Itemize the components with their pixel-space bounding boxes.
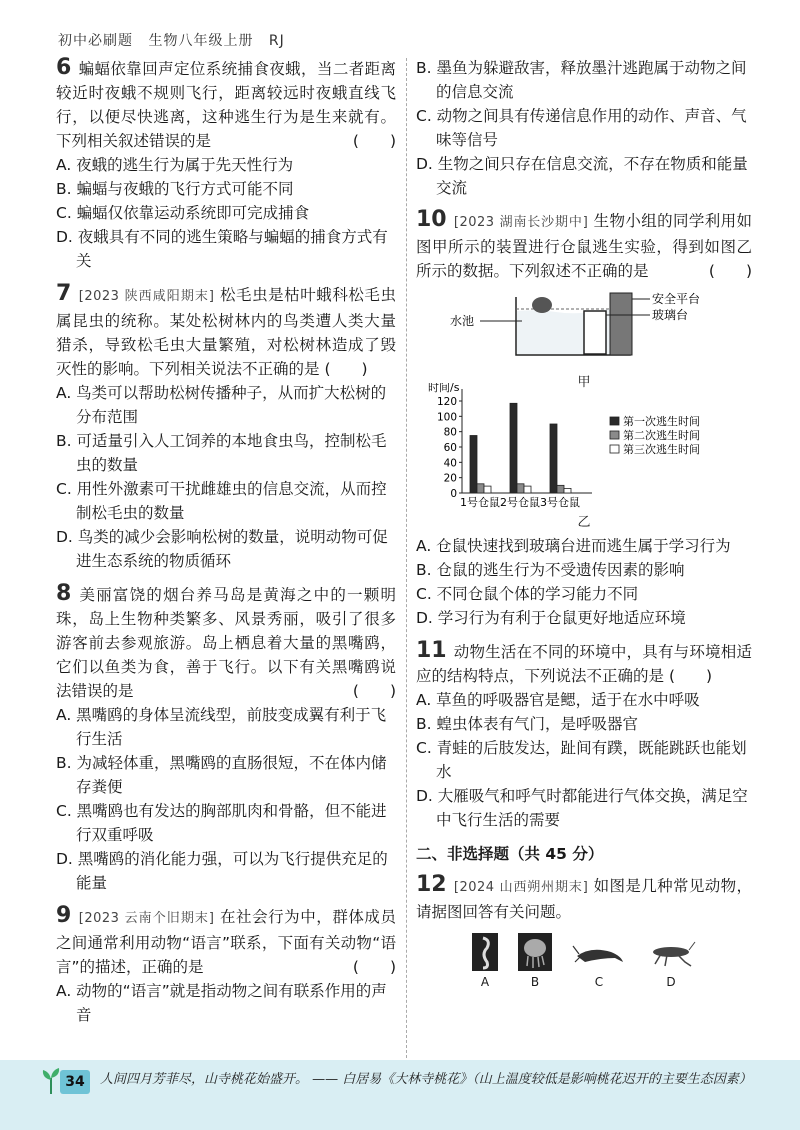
question-stem: 美丽富饶的烟台养马岛是黄海之中的一颗明珠，岛上生物种类繁多、风景秀丽，吸引了很多游客前去参观旅游。岛上栖息着大量的黑嘴鸥，它们以鱼类为食，善于飞行。以下有关黑嘴鸥说法错误的是 xyxy=(56,586,396,700)
option-c: C. 蝙蝠仅依靠运动系统即可完成捕食 xyxy=(56,204,310,222)
seahorse-icon xyxy=(471,932,499,972)
shrimp-icon xyxy=(571,932,627,972)
answer-paren: ( ) xyxy=(352,682,396,700)
option-a: A. 黑嘴鸥的身体呈流线型，前肢变成翼有利于飞行生活 xyxy=(56,706,387,748)
question-stem: 如图是几种常见动物，请据图回答有关问题。 xyxy=(416,877,752,921)
answer-paren: ( ) xyxy=(708,262,752,280)
footer-poem: 人间四月芳菲尽，山寺桃花始盛开。 —— 白居易《大林寺桃花》（山上温度较低是影响桃花迟开的主要生态因素） xyxy=(100,1072,752,1087)
bar xyxy=(564,488,571,493)
experiment-apparatus xyxy=(416,287,752,367)
x-tick-label: 2号仓鼠 xyxy=(500,496,540,509)
option-b: B. 蝗虫体表有气门，是呼吸器官 xyxy=(416,715,638,733)
column-divider xyxy=(406,58,407,1058)
animal-d xyxy=(645,932,697,989)
legend-entry: 第三次逃生时间 xyxy=(623,443,700,456)
legend-entry: 第一次逃生时间 xyxy=(623,415,700,428)
answer-paren: ( ) xyxy=(668,667,713,685)
question-source: [2023 陕西咸阳期末] xyxy=(78,289,215,304)
option-b: B. 可适量引入人工饲养的本地食虫鸟，控制松毛虫的数量 xyxy=(56,432,387,474)
legend-swatch xyxy=(610,417,619,425)
left-column xyxy=(56,56,396,1036)
glass-platform-label: 玻璃台 xyxy=(652,308,689,322)
option-d: D. 生物之间只存在信息交流，不存在物质和能量交流 xyxy=(416,155,748,197)
option-b: B. 墨鱼为躲避敌害，释放墨汁逃跑属于动物之间的信息交流 xyxy=(416,59,747,101)
bar xyxy=(510,403,517,493)
figure-yi xyxy=(416,383,752,511)
question-number: 6 xyxy=(56,55,72,80)
option-d: D. 大雁吸气和呼气时都能进行气体交换，满足空中飞行生活的需要 xyxy=(416,787,748,829)
question-number: 9 xyxy=(56,903,72,928)
question-stem: 动物生活在不同的环境中，具有与环境相适应的结构特点，下列说法不正确的是 xyxy=(416,643,752,685)
question-11 xyxy=(416,639,752,832)
bar xyxy=(557,485,564,493)
glass-platform xyxy=(584,311,606,354)
animal-a xyxy=(471,932,499,989)
y-tick-label: 80 xyxy=(443,426,457,439)
answer-paren: ( ) xyxy=(324,360,368,378)
answer-paren: ( ) xyxy=(352,958,396,976)
figure-label-jia: 甲 xyxy=(577,375,591,390)
option-c: C. 用性外激素可干扰雌雄虫的信息交流，从而控制松毛虫的数量 xyxy=(56,480,387,522)
bar xyxy=(484,486,491,493)
edition-label: RJ xyxy=(268,33,285,49)
option-a: A. 仓鼠快速找到玻璃台进而逃生属于学习行为 xyxy=(416,537,731,555)
animal-b xyxy=(517,932,553,989)
x-tick-label: 3号仓鼠 xyxy=(540,496,580,509)
option-d: D. 夜蛾具有不同的逃生策略与蝙蝠的捕食方式有关 xyxy=(56,228,388,270)
bar xyxy=(470,436,477,494)
animal-label: C xyxy=(594,975,604,989)
page-footer xyxy=(0,1060,800,1130)
question-7 xyxy=(56,282,396,573)
page-number: 34 xyxy=(60,1070,90,1094)
book-title: 初中必刷题 xyxy=(58,33,133,49)
question-6 xyxy=(56,56,396,273)
x-tick-label: 1号仓鼠 xyxy=(460,496,500,509)
question-stem: 松毛虫是枯叶蛾科松毛虫属昆虫的统称。某处松树林内的鸟类遭人类大量猎杀，导致松毛虫大量繁殖，对松树林造成了毁灭性的影响。下列相关说法不正确的是 xyxy=(56,286,396,378)
question-stem: 生物小组的同学利用如图甲所示的装置进行仓鼠逃生实验，得到如图乙所示的数据。下列叙述不正确的是 xyxy=(416,212,752,280)
option-a: A. 夜蛾的逃生行为属于先天性行为 xyxy=(56,156,294,174)
animal-label: D xyxy=(666,975,676,989)
safe-platform-label: 安全平台 xyxy=(652,292,701,306)
sprout-icon xyxy=(40,1066,62,1096)
y-tick-label: 20 xyxy=(443,472,457,485)
question-10 xyxy=(416,208,752,630)
section-heading: 二、非选择题（共 45 分） xyxy=(416,845,604,863)
question-9 xyxy=(56,904,396,1027)
option-d: D. 黑嘴鸥的消化能力强，可以为飞行提供充足的能量 xyxy=(56,850,388,892)
question-stem: 在社会行为中，群体成员之间通常利用动物“语言”联系，下面有关动物“语言”的描述，正确的是 xyxy=(56,908,396,976)
jellyfish-icon xyxy=(517,932,553,972)
animal-c xyxy=(571,932,627,989)
legend-entry: 第二次逃生时间 xyxy=(623,429,700,442)
question-number: 12 xyxy=(416,872,447,897)
figure-label-yi: 乙 xyxy=(577,515,591,530)
bar-chart xyxy=(416,383,752,511)
question-number: 11 xyxy=(416,638,447,663)
option-c: C. 不同仓鼠个体的学习能力不同 xyxy=(416,585,639,603)
question-source: [2023 云南个旧期末] xyxy=(78,911,215,926)
animal-label: A xyxy=(480,975,490,989)
y-tick-label: 40 xyxy=(443,457,457,470)
right-column xyxy=(416,56,752,998)
question-number: 10 xyxy=(416,207,447,232)
y-tick-label: 60 xyxy=(443,442,457,454)
option-c: C. 青蛙的后肢发达，趾间有蹼，既能跳跃也能划水 xyxy=(416,739,747,781)
question-source: [2023 湖南长沙期中] xyxy=(453,215,589,230)
question-8 xyxy=(56,582,396,895)
option-b: B. 蝙蝠与夜蛾的飞行方式可能不同 xyxy=(56,180,294,198)
legend-swatch xyxy=(610,431,619,439)
animal-figure xyxy=(416,932,752,989)
page-header xyxy=(58,30,295,50)
bar xyxy=(524,486,531,493)
question-number: 7 xyxy=(56,281,72,306)
hamster-icon xyxy=(532,297,552,313)
question-source: [2024 山西朔州期末] xyxy=(453,880,589,895)
animal-label: B xyxy=(530,975,540,989)
option-d: D. 鸟类的减少会影响松树的数量，说明动物可促进生态系统的物质循环 xyxy=(56,528,388,570)
option-c: C. 黑嘴鸥也有发达的胸部肌肉和骨骼，但不能进行双重呼吸 xyxy=(56,802,387,844)
safe-platform xyxy=(610,293,632,355)
option-b: B. 为减轻体重，黑嘴鸥的直肠很短，不在体内储存粪便 xyxy=(56,754,387,796)
option-a: A. 草鱼的呼吸器官是鳃，适于在水中呼吸 xyxy=(416,691,700,709)
question-stem: 蝙蝠依靠回声定位系统捕食夜蛾，当二者距离较近时夜蛾不规则飞行，距离较远时夜蛾直线飞行，以便尽快逃离，这种逃生行为是生来就有。下列相关叙述错误的是 xyxy=(56,60,396,150)
question-12 xyxy=(416,873,752,989)
option-a: A. 鸟类可以帮助松树传播种子，从而扩大松树的分布范围 xyxy=(56,384,387,426)
option-d: D. 学习行为有利于仓鼠更好地适应环境 xyxy=(416,609,686,627)
question-number: 8 xyxy=(56,581,72,606)
answer-paren: ( ) xyxy=(352,132,396,150)
y-tick-label: 0 xyxy=(450,488,457,500)
bar xyxy=(550,424,557,493)
pool-label: 水池 xyxy=(450,314,475,328)
option-a: A. 动物的“语言”就是指动物之间有联系作用的声音 xyxy=(56,982,387,1024)
y-axis-label: 时间/s xyxy=(428,383,460,394)
option-b: B. 仓鼠的逃生行为不受遗传因素的影响 xyxy=(416,561,685,579)
option-c: C. 动物之间具有传递信息作用的动作、声音、气味等信号 xyxy=(416,107,747,149)
subject-title: 生物八年级上册 xyxy=(148,33,254,49)
bar xyxy=(517,484,524,493)
y-tick-label: 120 xyxy=(436,396,457,408)
y-tick-label: 100 xyxy=(436,411,457,424)
legend-swatch xyxy=(610,445,619,453)
bar xyxy=(477,484,484,493)
grasshopper-icon xyxy=(645,932,697,972)
